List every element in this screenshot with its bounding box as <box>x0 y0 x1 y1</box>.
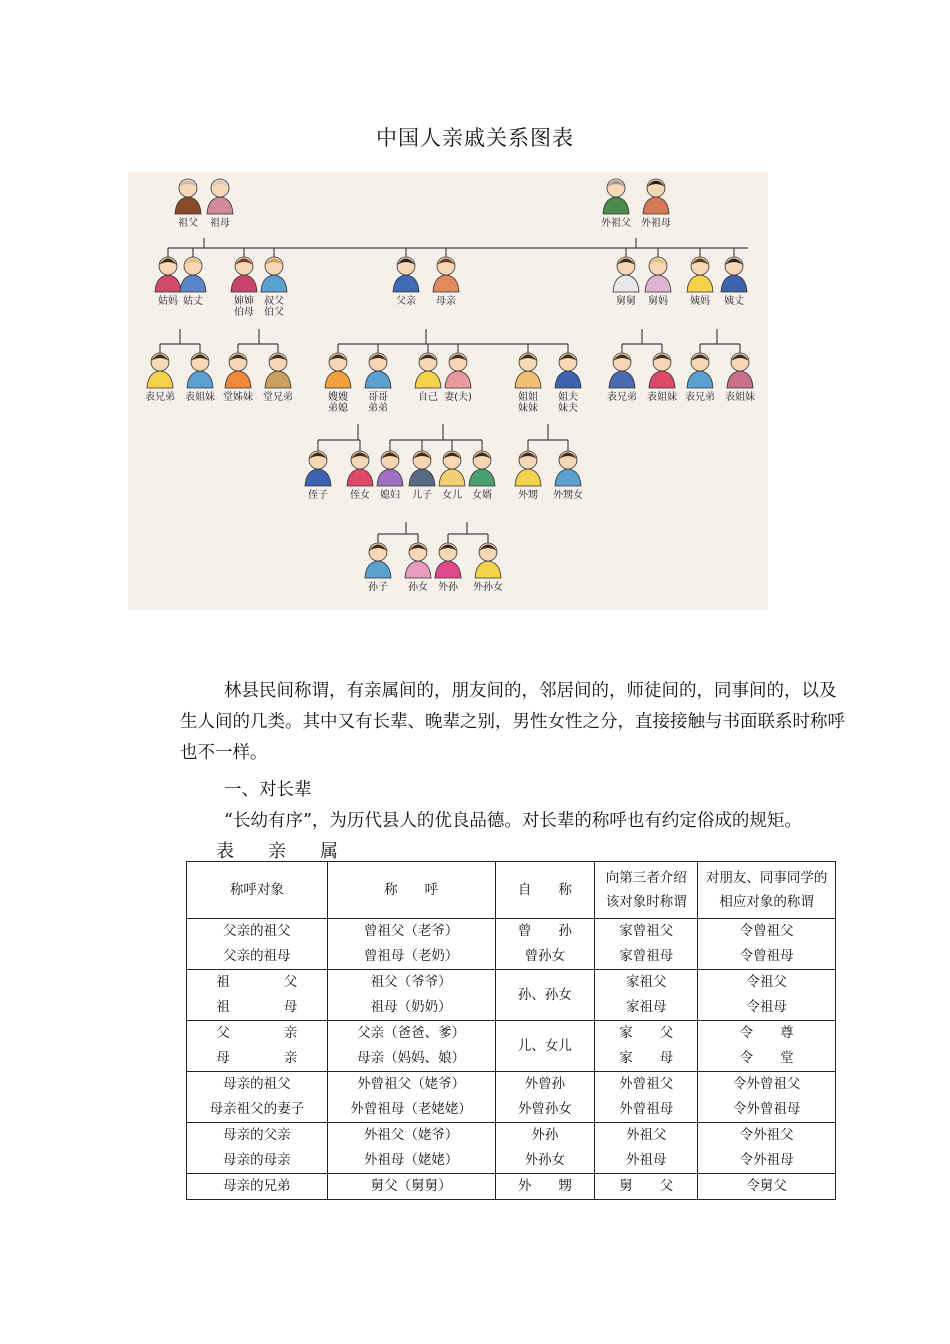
table-cell-polite <box>698 919 836 970</box>
table-cell-polite <box>698 1021 836 1072</box>
aunt_paternal-figure <box>155 257 181 292</box>
table-cell-target <box>187 1174 328 1200</box>
table-cell-third <box>595 1021 698 1072</box>
table-cell-self <box>495 970 595 1021</box>
table-cell-call <box>327 1123 495 1174</box>
cell-line: 外祖母（姥姥） <box>363 1152 459 1168</box>
table-cell-call <box>327 1021 495 1072</box>
cell-line: 母亲的兄弟 <box>223 1178 291 1194</box>
tree-label-niece_ext: 外甥女 <box>553 490 583 501</box>
grandfather-figure <box>175 179 201 214</box>
cell-line: 外曾祖母 <box>619 1101 674 1117</box>
cell-line: 家曾祖母 <box>619 948 674 964</box>
cell-line: 令 尊 <box>739 1025 794 1041</box>
cell-line: 儿、女儿 <box>517 1037 572 1054</box>
cell-line: 父亲的祖父 <box>223 923 291 939</box>
table-cell-call <box>327 1072 495 1123</box>
tree-label-aunt_maternal: 姨妈 <box>690 296 710 307</box>
page-title: 中国人亲戚关系图表 <box>376 126 574 150</box>
cell-line: 家祖母 <box>626 999 667 1015</box>
mother-figure <box>433 257 459 292</box>
tree-label-sister: 妹妹 <box>518 403 538 414</box>
grandson_ext-figure <box>435 543 461 578</box>
table-cell-target <box>187 1123 328 1174</box>
table-cell-third <box>595 1072 698 1123</box>
cell-line: 令外祖母 <box>739 1152 794 1168</box>
daughter_in_law-figure <box>377 451 403 486</box>
header-self: 自 称 <box>495 862 595 919</box>
aunt_husband-figure <box>180 257 206 292</box>
niece-figure <box>347 451 373 486</box>
tang_bro-figure <box>265 353 291 388</box>
cell-line: 曾祖母（老奶） <box>363 948 459 964</box>
table-row <box>187 1021 836 1072</box>
table-cell-self <box>495 1123 595 1174</box>
table-cell-polite <box>698 970 836 1021</box>
tree-label-aunt_paternal: 姑妈 <box>158 296 178 307</box>
cell-line: 外曾孙 <box>524 1076 566 1092</box>
uncle_maternal_wife-figure <box>645 257 671 292</box>
table-cell-call <box>327 919 495 970</box>
brother-figure <box>365 353 391 388</box>
aunt_maternal-figure <box>687 257 713 292</box>
cell-line: 外孙女 <box>524 1152 566 1168</box>
tree-label-grandfather: 祖父 <box>178 218 198 229</box>
tree-label-nephew_ext: 外甥 <box>518 490 538 501</box>
tree-label-granddaughter: 孙女 <box>408 582 428 593</box>
tree-label-uncle_wife: 伯母 <box>234 307 254 318</box>
tree-label-son_in_law: 女婿 <box>472 490 492 501</box>
tree-label-self: 自己 <box>418 392 438 403</box>
cell-line: 母亲祖父的妻子 <box>209 1101 305 1117</box>
table-cell-target <box>187 1021 328 1072</box>
cell-line: 孙、孙女 <box>517 986 572 1003</box>
maternal_grandmother-figure <box>643 179 669 214</box>
tree-label-wife: 妻(夫) <box>444 392 472 403</box>
table-cell-call <box>327 970 495 1021</box>
son_in_law-figure <box>469 451 495 486</box>
wife-figure <box>445 353 471 388</box>
table-cell-self <box>495 919 595 970</box>
tree-label-aunt_maternal_husband: 姨丈 <box>724 296 744 307</box>
tree-label-sister_in_law: 嫂嫂 <box>328 392 348 403</box>
table-cell-polite <box>698 1072 836 1123</box>
cell-line: 母亲的祖父 <box>223 1076 291 1092</box>
header-call: 称 呼 <box>327 862 495 919</box>
tree-label-grandmother: 祖母 <box>210 218 230 229</box>
sister-figure <box>515 353 541 388</box>
cell-line: 母亲的父亲 <box>223 1127 291 1143</box>
cousin_bro_m2-figure <box>687 353 713 388</box>
tree-label-grandson_ext: 外孙 <box>438 582 458 593</box>
table-cell-self <box>495 1072 595 1123</box>
cell-line: 母 亲 <box>216 1050 298 1066</box>
cell-line: 父亲的祖母 <box>223 948 291 964</box>
cousin_sis_m1-figure <box>649 353 675 388</box>
sister_in_law-figure <box>325 353 351 388</box>
table-cell-third <box>595 919 698 970</box>
tree-label-sister_husband: 妹夫 <box>558 403 578 414</box>
tree-label-uncle: 伯父 <box>264 307 284 318</box>
tree-label-grandson: 孙子 <box>368 582 388 593</box>
tree-label-daughter_in_law: 媳妇 <box>380 490 400 501</box>
tree-label-granddaughter_ext: 外孙女 <box>473 582 503 593</box>
cell-line: 舅 父 <box>619 1178 674 1194</box>
tree-label-daughter: 女儿 <box>442 490 462 501</box>
table-cell-target <box>187 970 328 1021</box>
header-polite: 对朋友、同事同学的相应对象的称谓 <box>698 862 836 919</box>
tree-label-cousin_bro_m1: 表兄弟 <box>607 392 637 403</box>
granddaughter_ext-figure <box>475 543 501 578</box>
cell-line: 令外曾祖母 <box>732 1101 801 1117</box>
cell-line: 令 堂 <box>739 1050 794 1066</box>
aunt_maternal_husband-figure <box>721 257 747 292</box>
table-cell-third <box>595 1174 698 1200</box>
cell-line: 父亲（爸爸、爹） <box>357 1025 466 1041</box>
tree-label-sister_husband: 姐夫 <box>558 392 578 403</box>
tree-label-mother: 母亲 <box>436 296 456 307</box>
cousin_sis_m2-figure <box>727 353 753 388</box>
cell-line: 外曾祖父（姥爷） <box>357 1076 466 1092</box>
cousin_bro_m1-figure <box>609 353 635 388</box>
cell-line: 令外曾祖父 <box>732 1076 801 1092</box>
cell-line: 令曾祖母 <box>739 948 794 964</box>
table-header-row <box>187 862 836 919</box>
cell-line: 曾孙女 <box>524 948 566 964</box>
cell-line: 母亲的母亲 <box>223 1152 291 1168</box>
tree-label-sister: 姐姐 <box>518 392 538 403</box>
table-cell-target <box>187 1072 328 1123</box>
tree-label-uncle: 叔父 <box>264 296 284 307</box>
cell-line: 外祖母 <box>626 1152 667 1168</box>
uncle_maternal-figure <box>613 257 639 292</box>
cell-line: 令祖母 <box>746 999 787 1015</box>
tree-label-cousin_sis_m1: 表姐妹 <box>647 392 677 403</box>
header-third: 向第三者介绍该对象时称谓 <box>595 862 698 919</box>
intro-paragraph: 林县民间称谓，有亲属间的，朋友间的，邻居间的，师徒间的，同事间的，以及生人间的几类。其中又有长辈、晚辈之别，男性女性之分，直接接触与书面联系时称呼也不一样。 <box>180 681 845 763</box>
tree-label-cousin_bro_p: 表兄弟 <box>145 392 175 403</box>
tree-label-nephew: 侄子 <box>308 490 328 501</box>
table-cell-call <box>327 1174 495 1200</box>
table-row <box>187 1174 836 1200</box>
sister_husband-figure <box>555 353 581 388</box>
tree-label-sister_in_law: 弟媳 <box>328 403 348 414</box>
son-figure <box>409 451 435 486</box>
table-row <box>187 970 836 1021</box>
grandson-figure <box>365 543 391 578</box>
father-figure <box>393 257 419 292</box>
cell-line: 令舅父 <box>746 1178 787 1194</box>
table-cell-polite <box>698 1123 836 1174</box>
tree-label-son: 儿子 <box>412 490 432 501</box>
tree-label-tang_bro: 堂兄弟 <box>263 392 293 403</box>
cell-line: 外曾祖母（老姥姥） <box>350 1101 472 1117</box>
table-row <box>187 1072 836 1123</box>
tree-label-uncle_wife: 婶婶 <box>234 296 254 307</box>
cell-line: 外孙 <box>531 1127 559 1143</box>
tree-label-father: 父亲 <box>396 296 416 307</box>
tree-label-brother: 弟弟 <box>368 403 388 414</box>
tree-label-cousin_bro_m2: 表兄弟 <box>685 392 715 403</box>
cell-line: 舅父（舅舅） <box>370 1178 452 1194</box>
tree-label-maternal_grandfather: 外祖父 <box>601 218 631 229</box>
granddaughter-figure <box>405 543 431 578</box>
table-cell-target <box>187 919 328 970</box>
tree-label-niece: 侄女 <box>350 490 370 501</box>
tree-label-brother: 哥哥 <box>368 392 388 403</box>
cell-line: 祖母（奶奶） <box>370 999 452 1015</box>
family-tree-diagram <box>128 172 768 610</box>
tree-label-uncle_maternal_wife: 舅妈 <box>648 296 668 307</box>
tree-label-aunt_husband: 姑丈 <box>183 296 203 307</box>
table-cell-self <box>495 1174 595 1200</box>
cell-line: 外祖父 <box>626 1127 667 1143</box>
daughter-figure <box>439 451 465 486</box>
tang_sis-figure <box>225 353 251 388</box>
cell-line: 外 甥 <box>517 1178 572 1194</box>
cell-line: 曾 孙 <box>517 923 572 939</box>
table-row <box>187 919 836 970</box>
cell-line: 曾祖父（老爷） <box>363 923 459 939</box>
niece_ext-figure <box>555 451 581 486</box>
cell-line: 母亲（妈妈、娘） <box>357 1050 466 1066</box>
uncle_wife-figure <box>231 257 257 292</box>
cell-line: 祖父（爷爷） <box>370 974 452 990</box>
cell-line: 令祖父 <box>746 974 787 990</box>
cell-line: 令外祖父 <box>739 1127 794 1143</box>
cell-line: 父 亲 <box>216 1025 298 1041</box>
cousin_bro_p-figure <box>147 353 173 388</box>
nephew-figure <box>305 451 331 486</box>
tree-label-tang_sis: 堂姊妹 <box>223 392 253 403</box>
cell-line: 令曾祖父 <box>739 923 794 939</box>
cell-line: 家曾祖父 <box>619 923 674 939</box>
header-target: 称呼对象 <box>187 862 328 919</box>
cell-line: 外曾祖父 <box>619 1076 674 1092</box>
table-cell-self <box>495 1021 595 1072</box>
cell-line: 外祖父（姥爷） <box>363 1127 459 1143</box>
uncle-figure <box>261 257 287 292</box>
cell-line: 家 父 <box>619 1025 674 1041</box>
maternal_grandfather-figure <box>603 179 629 214</box>
table-row <box>187 1123 836 1174</box>
tree-label-cousin_sis_p: 表姐妹 <box>185 392 215 403</box>
cell-line: 家祖父 <box>626 974 667 990</box>
tree-label-cousin_sis_m2: 表姐妹 <box>725 392 755 403</box>
section-text: “长幼有序”，为历代县人的优良品德。对长辈的称呼也有约定俗成的规矩。 <box>224 811 802 831</box>
table-caption: 表 亲 属 <box>216 841 338 862</box>
tree-label-uncle_maternal: 舅舅 <box>616 296 636 307</box>
cell-line: 祖 母 <box>216 999 298 1015</box>
kinship-table <box>186 861 836 1200</box>
table-cell-third <box>595 970 698 1021</box>
nephew_ext-figure <box>515 451 541 486</box>
cousin_sis_p-figure <box>187 353 213 388</box>
grandmother-figure <box>207 179 233 214</box>
section-heading: 一、对长辈 <box>224 780 312 800</box>
cell-line: 祖 父 <box>216 974 298 990</box>
table-cell-polite <box>698 1174 836 1200</box>
table-cell-third <box>595 1123 698 1174</box>
cell-line: 外曾孙女 <box>517 1101 572 1117</box>
tree-label-maternal_grandmother: 外祖母 <box>641 218 671 229</box>
self-figure <box>415 353 441 388</box>
cell-line: 家 母 <box>619 1050 674 1066</box>
